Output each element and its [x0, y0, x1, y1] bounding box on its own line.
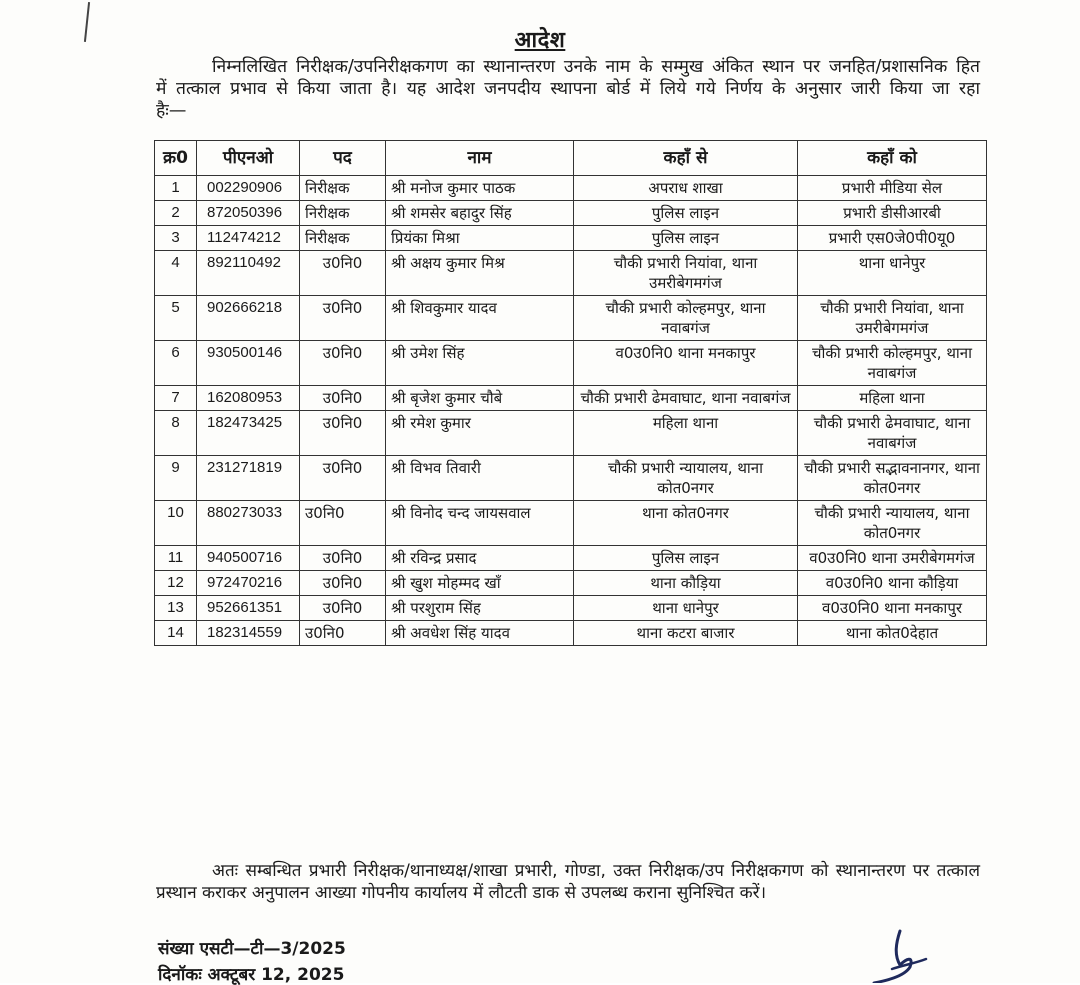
table-row	[155, 546, 987, 571]
intro-paragraph: निम्नलिखित निरीक्षक/उपनिरीक्षकगण का स्थानान्तरण उनके नाम के सम्मुख अंकित स्थान पर जनहित/प्रशासनिक हित में तत्काल प्रभाव से किया जाता है। यह आदेश जनपदीय स्थापना बोर्ड में लिये गये निर्णय के अनुसार जारी किया जा रहा हैः—	[156, 57, 980, 121]
cell-pno: 972470216	[197, 571, 300, 596]
cell-to: थाना धानेपुर	[798, 251, 987, 296]
cell-rank: उ0नि0	[300, 596, 386, 621]
cell-to: व0उ0नि0 थाना उमरीबेगमगंज	[798, 546, 987, 571]
table-row	[155, 456, 987, 501]
cell-from: थाना धानेपुर	[574, 596, 798, 621]
header-from: कहॉं से	[574, 141, 798, 176]
cell-name: श्री रमेश कुमार	[386, 411, 574, 456]
cell-name: श्री विनोद चन्द जायसवाल	[386, 501, 574, 546]
cell-serial: 7	[155, 386, 197, 411]
cell-pno: 182314559	[197, 621, 300, 646]
table-row	[155, 201, 987, 226]
cell-serial: 6	[155, 341, 197, 386]
closing-paragraph: अतः सम्बन्धित प्रभारी निरीक्षक/थानाध्यक्ष/शाखा प्रभारी, गोण्डा, उक्त निरीक्षक/उप निरीक्षकगण को स्थानान्तरण पर तत्काल प्रस्थान कराकर अनुपालन आख्या गोपनीय कार्यालय में लौटती डाक से उपलब्ध कराना सुनिश्चित करें।	[156, 861, 980, 903]
cell-rank: उ0नि0	[300, 456, 386, 501]
cell-name: श्री उमेश सिंह	[386, 341, 574, 386]
cell-from: चौकी प्रभारी ढेमवाघाट, थाना नवाबगंज	[574, 386, 798, 411]
cell-rank: उ0नि0	[300, 546, 386, 571]
cell-to: चौकी प्रभारी ढेमवाघाट, थाना नवाबगंज	[798, 411, 987, 456]
cell-to: व0उ0नि0 थाना मनकापुर	[798, 596, 987, 621]
table-row	[155, 501, 987, 546]
cell-serial: 9	[155, 456, 197, 501]
cell-pno: 940500716	[197, 546, 300, 571]
cell-to: प्रभारी मीडिया सेल	[798, 176, 987, 201]
table-row	[155, 296, 987, 341]
cell-pno: 892110492	[197, 251, 300, 296]
cell-rank: उ0नि0	[300, 386, 386, 411]
cell-rank: निरीक्षक	[300, 201, 386, 226]
cell-pno: 182473425	[197, 411, 300, 456]
cell-name: श्री अवधेश सिंह यादव	[386, 621, 574, 646]
cell-serial: 13	[155, 596, 197, 621]
header-serial: क्र0	[155, 141, 197, 176]
cell-name: श्री शमसेर बहादुर सिंह	[386, 201, 574, 226]
cell-rank: उ0नि0	[300, 411, 386, 456]
order-title: आदेश	[514, 28, 566, 53]
cell-name: श्री रविन्द्र प्रसाद	[386, 546, 574, 571]
cell-pno: 002290906	[197, 176, 300, 201]
cell-name: श्री मनोज कुमार पाठक	[386, 176, 574, 201]
cell-from: चौकी प्रभारी नियांवा, थाना उमरीबेगमगंज	[574, 251, 798, 296]
cell-from: थाना कटरा बाजार	[574, 621, 798, 646]
reference-number: संख्या एसटी—टी—3/2025	[158, 939, 346, 959]
header-to: कहॉं को	[798, 141, 987, 176]
cell-name: श्री शिवकुमार यादव	[386, 296, 574, 341]
cell-name: श्री खुश मोहम्मद खॉं	[386, 571, 574, 596]
cell-pno: 162080953	[197, 386, 300, 411]
cell-rank: उ0नि0	[300, 621, 386, 646]
transfer-table	[154, 140, 987, 646]
header-pno: पीएनओ	[197, 141, 300, 176]
header-rank: पद	[300, 141, 386, 176]
cell-serial: 14	[155, 621, 197, 646]
cell-to: चौकी प्रभारी न्यायालय, थाना कोत0नगर	[798, 501, 987, 546]
table-row	[155, 341, 987, 386]
cell-serial: 5	[155, 296, 197, 341]
table-row	[155, 251, 987, 296]
cell-pno: 902666218	[197, 296, 300, 341]
cell-pno: 952661351	[197, 596, 300, 621]
header-name: नाम	[386, 141, 574, 176]
cell-name: श्री विभव तिवारी	[386, 456, 574, 501]
table-row	[155, 176, 987, 201]
cell-to: चौकी प्रभारी सद्भावनानगर, थाना कोत0नगर	[798, 456, 987, 501]
cell-to: महिला थाना	[798, 386, 987, 411]
cell-to: व0उ0नि0 थाना कौड़िया	[798, 571, 987, 596]
cell-from: थाना कौड़िया	[574, 571, 798, 596]
cell-name: श्री बृजेश कुमार चौबे	[386, 386, 574, 411]
cell-serial: 1	[155, 176, 197, 201]
cell-name: श्री परशुराम सिंह	[386, 596, 574, 621]
table-header-row	[155, 141, 987, 176]
cell-name: श्री अक्षय कुमार मिश्र	[386, 251, 574, 296]
cell-from: थाना कोत0नगर	[574, 501, 798, 546]
table-row	[155, 226, 987, 251]
cell-serial: 10	[155, 501, 197, 546]
cell-serial: 8	[155, 411, 197, 456]
cell-to: प्रभारी डीसीआरबी	[798, 201, 987, 226]
cell-pno: 872050396	[197, 201, 300, 226]
cell-from: पुलिस लाइन	[574, 226, 798, 251]
cell-from: चौकी प्रभारी कोल्हमपुर, थाना नवाबगंज	[574, 296, 798, 341]
cell-rank: निरीक्षक	[300, 176, 386, 201]
cell-to: थाना कोत0देहात	[798, 621, 987, 646]
cell-rank: उ0नि0	[300, 251, 386, 296]
reference-date: दिनॉकः अक्टूबर 12, 2025	[158, 965, 345, 985]
cell-pno: 112474212	[197, 226, 300, 251]
cell-serial: 11	[155, 546, 197, 571]
cell-pno: 231271819	[197, 456, 300, 501]
cell-serial: 4	[155, 251, 197, 296]
cell-rank: उ0नि0	[300, 296, 386, 341]
cell-from: पुलिस लाइन	[574, 546, 798, 571]
cell-from: अपराध शाखा	[574, 176, 798, 201]
table-row	[155, 596, 987, 621]
cell-to: चौकी प्रभारी नियांवा, थाना उमरीबेगमगंज	[798, 296, 987, 341]
cell-to: चौकी प्रभारी कोल्हमपुर, थाना नवाबगंज	[798, 341, 987, 386]
cell-rank: उ0नि0	[300, 341, 386, 386]
cell-to: प्रभारी एस0जे0पी0यू0	[798, 226, 987, 251]
table-row	[155, 411, 987, 456]
cell-name: प्रियंका मिश्रा	[386, 226, 574, 251]
signature-mark	[870, 925, 950, 983]
table-row	[155, 386, 987, 411]
cell-from: व0उ0नि0 थाना मनकापुर	[574, 341, 798, 386]
cell-from: चौकी प्रभारी न्यायालय, थाना कोत0नगर	[574, 456, 798, 501]
cell-pno: 930500146	[197, 341, 300, 386]
cell-serial: 2	[155, 201, 197, 226]
cell-serial: 3	[155, 226, 197, 251]
cell-rank: उ0नि0	[300, 571, 386, 596]
cell-rank: उ0नि0	[300, 501, 386, 546]
cell-rank: निरीक्षक	[300, 226, 386, 251]
cell-from: पुलिस लाइन	[574, 201, 798, 226]
cell-pno: 880273033	[197, 501, 300, 546]
cell-serial: 12	[155, 571, 197, 596]
table-row	[155, 621, 987, 646]
cell-from: महिला थाना	[574, 411, 798, 456]
table-row	[155, 571, 987, 596]
